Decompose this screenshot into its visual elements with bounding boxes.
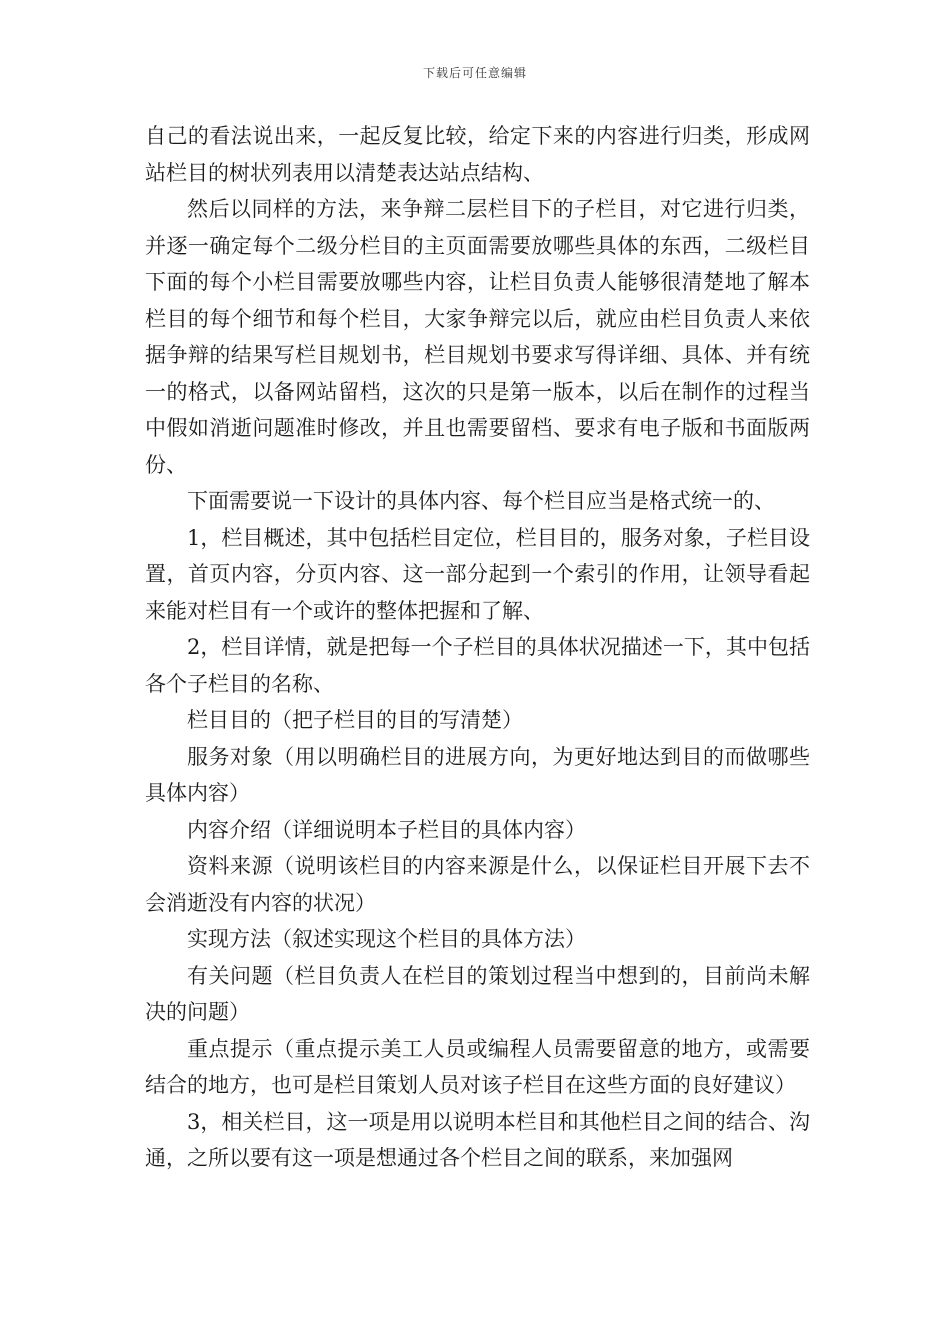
paragraph-12: 重点提示（重点提示美工人员或编程人员需要留意的地方，或需要结合的地方，也可是栏目策划人员对该子栏目在这些方面的良好建议） [145,1036,810,1097]
document-body [145,118,810,1177]
page-header: 下载后可任意编辑 [422,66,527,80]
paragraph-11: 有关问题（栏目负责人在栏目的策划过程当中想到的，目前尚未解决的问题） [145,963,810,1024]
paragraph-1: 自己的看法说出来，一起反复比较，给定下来的内容进行归类，形成网站栏目的树状列表用以清楚表达站点结构、 [145,124,810,185]
paragraph-2: 然后以同样的方法，来争辩二层栏目下的子栏目，对它进行归类，并逐一确定每个二级分栏目的主页面需要放哪些具体的东西，二级栏目下面的每个小栏目需要放哪些内容，让栏目负责人能够很清楚地了解本栏目的每个细节和每个栏目，大家争辩完以后，就应由栏目负责人来依据争辩的结果写栏目规划书，栏目规划书要求写得详细、具体、并有统一的格式，以备网站留档，这次的只是第一版本，以后在制作的过程当中假如消逝问题准时修改，并且也需要留档、要求有电子版和书面版两份、 [145,197,810,477]
paragraph-4: 1，栏目概述，其中包括栏目定位，栏目目的，服务对象，子栏目设置，首页内容，分页内容、这一部分起到一个索引的作用，让领导看起来能对栏目有一个或许的整体把握和了解、 [145,525,810,623]
paragraph-10: 实现方法（叙述实现这个栏目的具体方法） [187,927,586,951]
paragraph-13: 3，相关栏目，这一项是用以说明本栏目和其他栏目之间的结合、沟通，之所以要有这一项是想通过各个栏目之间的联系，来加强网 [145,1109,810,1170]
paragraph-3: 下面需要说一下设计的具体内容、每个栏目应当是格式统一的、 [187,489,775,513]
paragraph-9: 资料来源（说明该栏目的内容来源是什么，以保证栏目开展下去不会消逝没有内容的状况） [145,854,810,915]
paragraph-5: 2，栏目详情，就是把每一个子栏目的具体状况描述一下，其中包括各个子栏目的名称、 [145,635,810,696]
paragraph-8: 内容介绍（详细说明本子栏目的具体内容） [187,817,586,842]
paragraph-6: 栏目目的（把子栏目的目的写清楚） [187,708,523,732]
paragraph-7: 服务对象（用以明确栏目的进展方向，为更好地达到目的而做哪些具体内容） [145,744,810,805]
